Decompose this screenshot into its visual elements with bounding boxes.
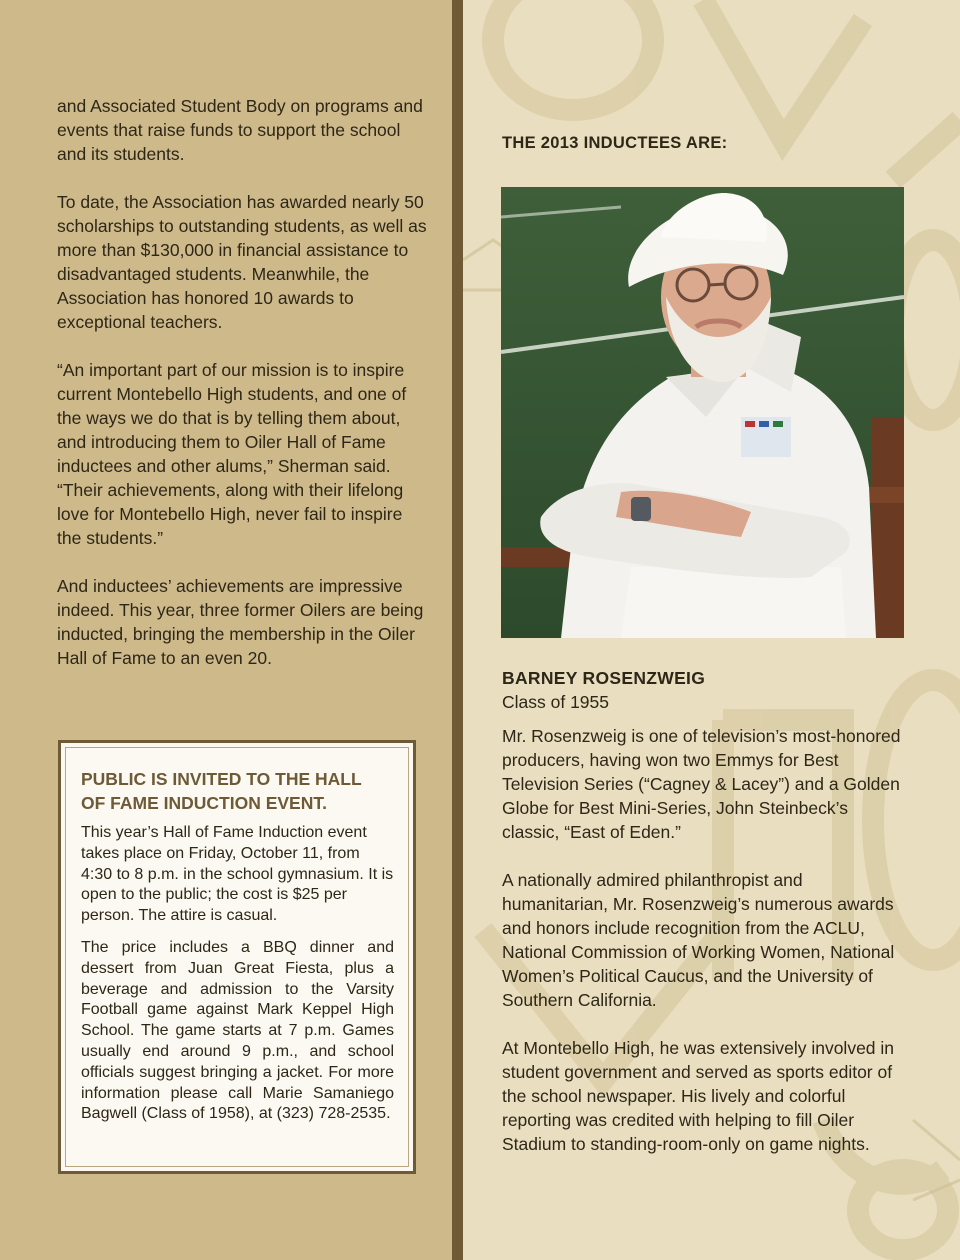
info-box-paragraph-1: This year’s Hall of Fame Induction event takes place on Friday, October 11, from 4:30 to 8 p.m. in the school gymnasium. It is open to the public; the cost is $25 per person. The attire is casual. (81, 824, 394, 925)
portrait-illustration (501, 187, 904, 638)
inductees-heading: THE 2013 INDUCTEES ARE: (502, 134, 728, 152)
bio-paragraph-2: A nationally admired philanthropist and humanitarian, Mr. Rosenzweig’s numerous awards and honors include recognition from the ACLU, National Commission of Working Women, National Women’s Political Caucus, and the University of Southern California. (502, 870, 895, 1010)
bio-paragraph-1: Mr. Rosenzweig is one of television’s most-honored producers, having won two Emmys for Best Television Series (“Cagney & Lacey”) and a Golden Globe for Best Mini-Series, John Steinbeck’s classic, “East of Eden.” (502, 726, 901, 842)
right-column (463, 0, 960, 1260)
inductee-bio (502, 724, 904, 1180)
paragraph-3: “An important part of our mission is to inspire current Montebello High students, and one of the ways we do that is by telling them about, and introducing them to Oiler Hall of Fame inductees and other alums,” Sherman said. “Their achievements, along with their lifelong love for Montebello High, never fail to inspire the students.” (57, 360, 407, 548)
event-info-box (58, 740, 416, 1174)
column-divider (452, 0, 463, 1260)
paragraph-2: To date, the Association has awarded nearly 50 scholarships to outstanding students, as well as more than $130,000 in financial assistance to disadvantaged students. Meanwhile, the Association has honored 10 awards to exceptional teachers. (57, 192, 427, 332)
paragraph-4: And inductees’ achievements are impressive indeed. This year, three former Oilers are being inducted, bringing the membership in the Oiler Hall of Fame to an even 20. (57, 576, 424, 668)
inductee-name: BARNEY ROSENZWEIG (502, 668, 706, 688)
bio-paragraph-3: At Montebello High, he was extensively involved in student government and served as sports editor of the school newspaper. His lively and colorful reporting was credited with helping to fill Oiler Stadium to standing-room-only on game nights. (502, 1038, 895, 1154)
inductee-class-year: Class of 1955 (502, 692, 610, 712)
article-body (57, 94, 427, 694)
inductee-photo (501, 187, 904, 638)
left-column (0, 0, 452, 1260)
info-box-paragraph-2: The price includes a BBQ dinner and dessert from Juan Great Fiesta, plus a beverage and admission to the Varsity Football game against Mark Keppel High School. The game starts at 7 p.m. Games usually end around 9 p.m., and school officials suggest bringing a jacket. For more information please call Marie Samaniego Bagwell (Class of 1958), at (323) 728-2535. (81, 939, 394, 1123)
info-box-title: PUBLIC IS INVITED TO THE HALL OF FAME INDUCTION EVENT. (81, 769, 362, 813)
paragraph-1: and Associated Student Body on programs and events that raise funds to support the school and its students. (57, 96, 423, 164)
